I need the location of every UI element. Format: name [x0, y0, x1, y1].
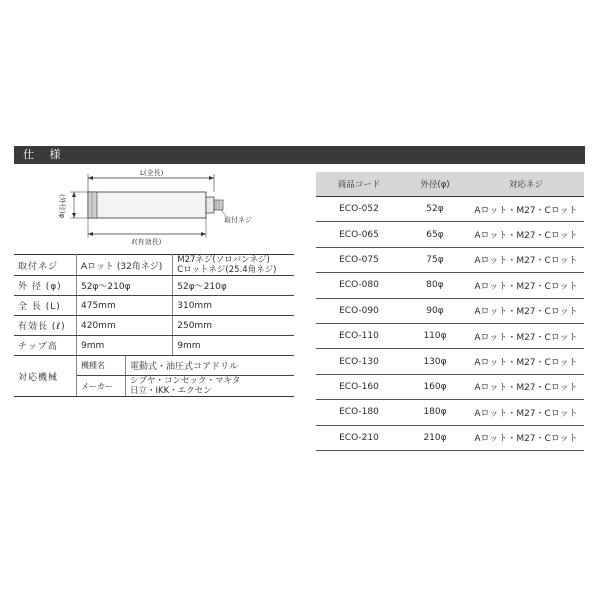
product-code: ECO-210 [316, 425, 402, 450]
table-row [316, 197, 584, 222]
spec-row-diameter [14, 276, 294, 296]
table-row [316, 374, 584, 399]
product-code: ECO-065 [316, 222, 402, 247]
spec-label: 取付ネジ [14, 255, 77, 276]
spec-table [14, 254, 294, 397]
table-row [316, 222, 584, 247]
outer-diameter-label: (外径)φ [58, 194, 66, 219]
product-thread: Aロット・M27・Cロット [468, 349, 584, 374]
product-diameter: 180φ [402, 400, 468, 425]
product-diameter: 52φ [402, 197, 468, 222]
spec-row-total-length [14, 296, 294, 316]
product-thread: Aロット・M27・Cロット [468, 197, 584, 222]
spec-value-a: 420mm [77, 316, 173, 336]
product-thread: Aロット・M27・Cロット [468, 247, 584, 272]
product-code: ECO-075 [316, 247, 402, 272]
product-thread: Aロット・M27・Cロット [468, 298, 584, 323]
spec-value-b [173, 255, 294, 276]
spec-row-machine-model [14, 356, 294, 376]
spec-value-b-line2: Cロットネジ(25.4角ネジ) [177, 265, 277, 275]
product-diameter: 80φ [402, 273, 468, 298]
spec-label: 有効長 (ℓ) [14, 316, 77, 336]
table-row [316, 425, 584, 450]
maker-value-line2: 日立・IKK・エクセン [130, 386, 212, 396]
product-code: ECO-130 [316, 349, 402, 374]
product-code: ECO-090 [316, 298, 402, 323]
effective-length-label: ℓ(有効長) [132, 238, 162, 246]
machine-model-value: 電動式・油圧式コアドリル [126, 356, 295, 376]
section-title: 仕 様 [14, 146, 585, 164]
machine-model-label: 機種名 [77, 356, 126, 376]
spec-value-a: 9mm [77, 336, 173, 356]
product-diameter: 160φ [402, 374, 468, 399]
spec-label-machines: 対応機械 [14, 356, 77, 397]
spec-value-b: 250mm [173, 316, 294, 336]
product-code: ECO-110 [316, 323, 402, 348]
core-drill-drawing [40, 170, 290, 250]
spec-value-b: 310mm [173, 296, 294, 316]
maker-value [126, 376, 295, 397]
table-row [316, 323, 584, 348]
product-thread: Aロット・M27・Cロット [468, 425, 584, 450]
product-code: ECO-180 [316, 400, 402, 425]
header-diameter: 外径(φ) [402, 172, 468, 197]
table-row [316, 349, 584, 374]
product-thread: Aロット・M27・Cロット [468, 400, 584, 425]
spec-row-tip-height [14, 336, 294, 356]
table-row [316, 273, 584, 298]
spec-value-b-line1: M27ネジ(ソロバンネジ) [177, 255, 270, 265]
spec-label: 全 長 (L) [14, 296, 77, 316]
spec-label: チップ高 [14, 336, 77, 356]
table-row [316, 247, 584, 272]
thread-label: 取付ネジ [224, 216, 252, 224]
product-diameter: 210φ [402, 425, 468, 450]
spec-label: 外 径 (φ) [14, 276, 77, 296]
product-thread: Aロット・M27・Cロット [468, 323, 584, 348]
product-table [316, 172, 584, 451]
product-thread: Aロット・M27・Cロット [468, 273, 584, 298]
table-row [316, 298, 584, 323]
maker-value-line1: シブヤ・コンセック・マキタ [130, 376, 241, 386]
product-diameter: 90φ [402, 298, 468, 323]
spec-value-a: 52φ～210φ [77, 276, 173, 296]
header-thread: 対応ネジ [468, 172, 584, 197]
product-table-header [316, 172, 584, 197]
spec-value-b: 9mm [173, 336, 294, 356]
core-drill-diagram [40, 170, 290, 250]
spec-value-b: 52φ～210φ [173, 276, 294, 296]
product-code: ECO-160 [316, 374, 402, 399]
product-diameter: 110φ [402, 323, 468, 348]
product-thread: Aロット・M27・Cロット [468, 222, 584, 247]
spec-row-thread [14, 255, 294, 276]
product-code: ECO-052 [316, 197, 402, 222]
spec-row-effective-length [14, 316, 294, 336]
product-thread: Aロット・M27・Cロット [468, 374, 584, 399]
product-diameter: 75φ [402, 247, 468, 272]
product-diameter: 65φ [402, 222, 468, 247]
table-row [316, 400, 584, 425]
product-diameter: 130φ [402, 349, 468, 374]
spec-value-a: Aロット (32角ネジ) [77, 255, 173, 276]
maker-label: メーカー [77, 376, 126, 397]
spec-value-a: 475mm [77, 296, 173, 316]
product-code: ECO-080 [316, 273, 402, 298]
header-code: 商品コード [316, 172, 402, 197]
total-length-label: L(全長) [140, 169, 164, 177]
